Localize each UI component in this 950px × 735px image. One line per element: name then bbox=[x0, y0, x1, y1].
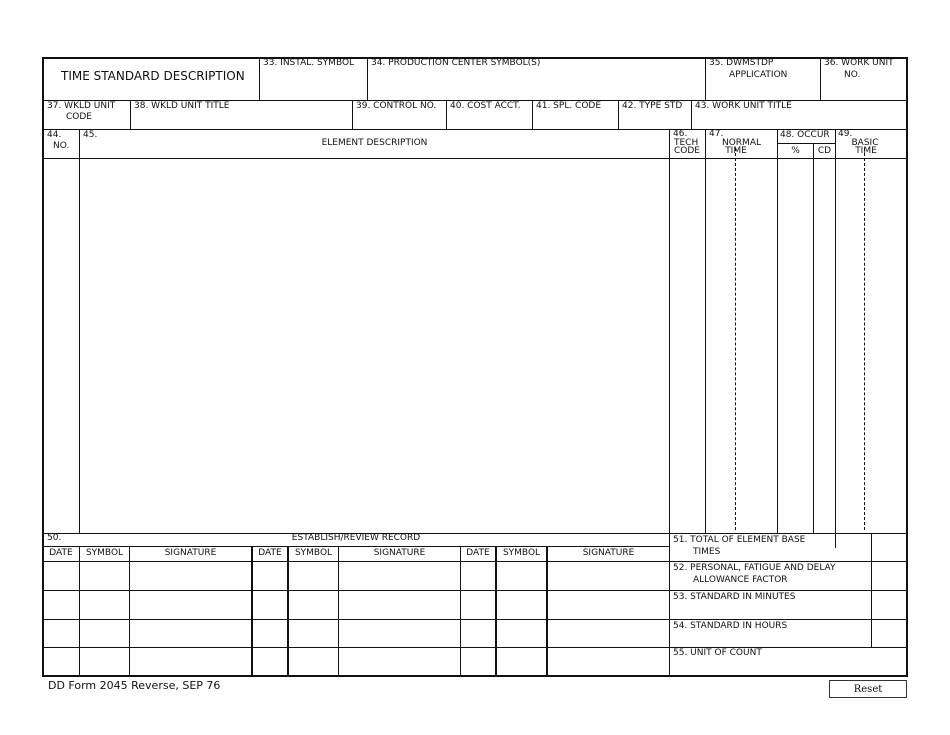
spl-code-input[interactable] bbox=[533, 112, 618, 129]
row-divider bbox=[42, 129, 908, 130]
field-46-label-line3: CODE bbox=[674, 146, 700, 156]
record-symbol-input[interactable] bbox=[80, 648, 129, 676]
record-signature-input[interactable] bbox=[339, 591, 460, 619]
instal-symbol-input[interactable] bbox=[260, 70, 367, 100]
type-std-input[interactable] bbox=[619, 112, 691, 129]
record-date-input[interactable] bbox=[43, 591, 79, 619]
record-symbol-input[interactable] bbox=[497, 591, 546, 619]
tech-code-input[interactable] bbox=[670, 159, 705, 532]
record-date-input[interactable] bbox=[253, 648, 287, 676]
field-54-label: 54. STANDARD IN HOURS bbox=[673, 621, 788, 631]
record-signature-input[interactable] bbox=[339, 620, 460, 647]
production-center-symbol-input[interactable] bbox=[368, 70, 705, 100]
field-49-label-line2: BASIC bbox=[851, 138, 879, 148]
field-46-label: 46. bbox=[673, 129, 688, 139]
work-unit-no-input[interactable] bbox=[821, 82, 907, 100]
element-no-input[interactable] bbox=[43, 159, 79, 532]
record-signature-input[interactable] bbox=[130, 648, 251, 676]
field-38-label: 38. WKLD UNIT TITLE bbox=[134, 101, 230, 111]
field-50-label: 50. bbox=[47, 533, 62, 543]
record-symbol-input[interactable] bbox=[80, 562, 129, 590]
element-description-heading: ELEMENT DESCRIPTION bbox=[321, 138, 428, 148]
record-date-input[interactable] bbox=[461, 591, 495, 619]
record-date-header: DATE bbox=[466, 548, 490, 558]
field-44-label-line2: NO. bbox=[53, 141, 70, 151]
field-41-label: 41. SPL. CODE bbox=[536, 101, 602, 111]
control-no-input[interactable] bbox=[353, 112, 446, 129]
field-46-label-line2: TECH bbox=[674, 138, 699, 148]
record-symbol-input[interactable] bbox=[80, 620, 129, 647]
field-40-label: 40. COST ACCT. bbox=[450, 101, 521, 111]
record-symbol-header: SYMBOL bbox=[85, 548, 124, 558]
record-signature-header: SIGNATURE bbox=[373, 548, 426, 558]
record-date-header: DATE bbox=[49, 548, 73, 558]
record-symbol-input[interactable] bbox=[289, 591, 338, 619]
basic-time-input[interactable] bbox=[836, 159, 907, 532]
occur-subdivider bbox=[777, 143, 835, 144]
field-44-label: 44. bbox=[47, 130, 62, 140]
element-description-input[interactable] bbox=[80, 159, 669, 532]
standard-hours-input[interactable] bbox=[872, 620, 907, 647]
record-signature-input[interactable] bbox=[548, 562, 669, 590]
record-signature-input[interactable] bbox=[130, 562, 251, 590]
wkld-unit-code-input[interactable] bbox=[95, 112, 130, 129]
field-51-label-line2: TIMES bbox=[693, 547, 721, 557]
field-34-label: 34. PRODUCTION CENTER SYMBOL(S) bbox=[371, 58, 541, 68]
field-47-label-line3: TIME bbox=[725, 146, 747, 156]
occur-percent-label: % bbox=[791, 146, 800, 156]
record-symbol-input[interactable] bbox=[289, 620, 338, 647]
field-35-label: 35. DWMSTDP bbox=[709, 58, 774, 68]
occur-cd-input[interactable] bbox=[814, 159, 835, 532]
record-signature-input[interactable] bbox=[339, 562, 460, 590]
form-number: DD Form 2045 Reverse, SEP 76 bbox=[48, 679, 221, 692]
record-date-input[interactable] bbox=[43, 648, 79, 676]
record-date-input[interactable] bbox=[43, 620, 79, 647]
dwmstdp-application-input[interactable] bbox=[706, 82, 820, 100]
normal-time-input[interactable] bbox=[706, 159, 777, 532]
record-date-header: DATE bbox=[258, 548, 282, 558]
record-heading: ESTABLISH/REVIEW RECORD bbox=[291, 533, 421, 543]
field-37-label-line2: CODE bbox=[66, 112, 92, 122]
record-date-input[interactable] bbox=[461, 648, 495, 676]
field-37-label: 37. WKLD UNIT bbox=[47, 101, 116, 111]
standard-minutes-input[interactable] bbox=[872, 591, 907, 619]
field-43-label: 43. WORK UNIT TITLE bbox=[695, 101, 792, 111]
record-symbol-header: SYMBOL bbox=[502, 548, 541, 558]
wkld-unit-title-input[interactable] bbox=[131, 112, 352, 129]
field-36-label-line2: NO. bbox=[844, 70, 861, 80]
field-53-label: 53. STANDARD IN MINUTES bbox=[673, 592, 796, 602]
field-35-label-line2: APPLICATION bbox=[729, 70, 788, 80]
total-base-times-decimal-input[interactable] bbox=[872, 534, 907, 561]
record-signature-header: SIGNATURE bbox=[582, 548, 635, 558]
field-47-label-line2: NORMAL bbox=[721, 138, 761, 148]
field-47-label: 47. bbox=[709, 129, 724, 139]
record-signature-input[interactable] bbox=[130, 591, 251, 619]
record-date-input[interactable] bbox=[43, 562, 79, 590]
field-45-label: 45. bbox=[83, 130, 98, 140]
unit-of-count-input[interactable] bbox=[670, 660, 907, 676]
record-signature-input[interactable] bbox=[548, 620, 669, 647]
field-33-label: 33. INSTAL. SYMBOL bbox=[263, 58, 355, 68]
record-date-input[interactable] bbox=[461, 620, 495, 647]
field-52-label-line2: ALLOWANCE FACTOR bbox=[693, 575, 788, 585]
work-unit-title-input[interactable] bbox=[692, 112, 907, 129]
record-symbol-input[interactable] bbox=[289, 562, 338, 590]
record-symbol-input[interactable] bbox=[497, 562, 546, 590]
field-49-label: 49. bbox=[838, 129, 853, 139]
record-signature-input[interactable] bbox=[548, 648, 669, 676]
occur-percent-input[interactable] bbox=[778, 159, 813, 532]
field-49-label-line3: TIME bbox=[855, 146, 877, 156]
record-symbol-input[interactable] bbox=[497, 648, 546, 676]
field-39-label: 39. CONTROL NO. bbox=[356, 101, 437, 111]
record-symbol-input[interactable] bbox=[289, 648, 338, 676]
field-55-label: 55. UNIT OF COUNT bbox=[673, 648, 762, 658]
record-date-input[interactable] bbox=[253, 562, 287, 590]
occur-cd-label: CD bbox=[817, 146, 832, 156]
field-51-label: 51. TOTAL OF ELEMENT BASE bbox=[673, 535, 806, 545]
cost-acct-input[interactable] bbox=[447, 112, 532, 129]
record-signature-input[interactable] bbox=[339, 648, 460, 676]
record-date-input[interactable] bbox=[253, 591, 287, 619]
reset-button[interactable]: Reset bbox=[829, 680, 907, 698]
total-base-times-input[interactable] bbox=[836, 534, 871, 561]
field-42-label: 42. TYPE STD bbox=[622, 101, 683, 111]
form-title: TIME STANDARD DESCRIPTION bbox=[61, 69, 245, 83]
record-symbol-input[interactable] bbox=[497, 620, 546, 647]
record-date-input[interactable] bbox=[253, 620, 287, 647]
pfd-allowance-input[interactable] bbox=[872, 562, 907, 590]
row-divider bbox=[42, 546, 669, 547]
record-date-input[interactable] bbox=[461, 562, 495, 590]
field-52-label: 52. PERSONAL, FATIGUE AND DELAY bbox=[673, 563, 836, 573]
record-signature-header: SIGNATURE bbox=[164, 548, 217, 558]
field-36-label: 36. WORK UNIT bbox=[824, 58, 894, 68]
record-symbol-input[interactable] bbox=[80, 591, 129, 619]
record-signature-input[interactable] bbox=[130, 620, 251, 647]
record-symbol-header: SYMBOL bbox=[294, 548, 333, 558]
record-signature-input[interactable] bbox=[548, 591, 669, 619]
field-48-label: 48. OCCUR bbox=[780, 130, 830, 140]
